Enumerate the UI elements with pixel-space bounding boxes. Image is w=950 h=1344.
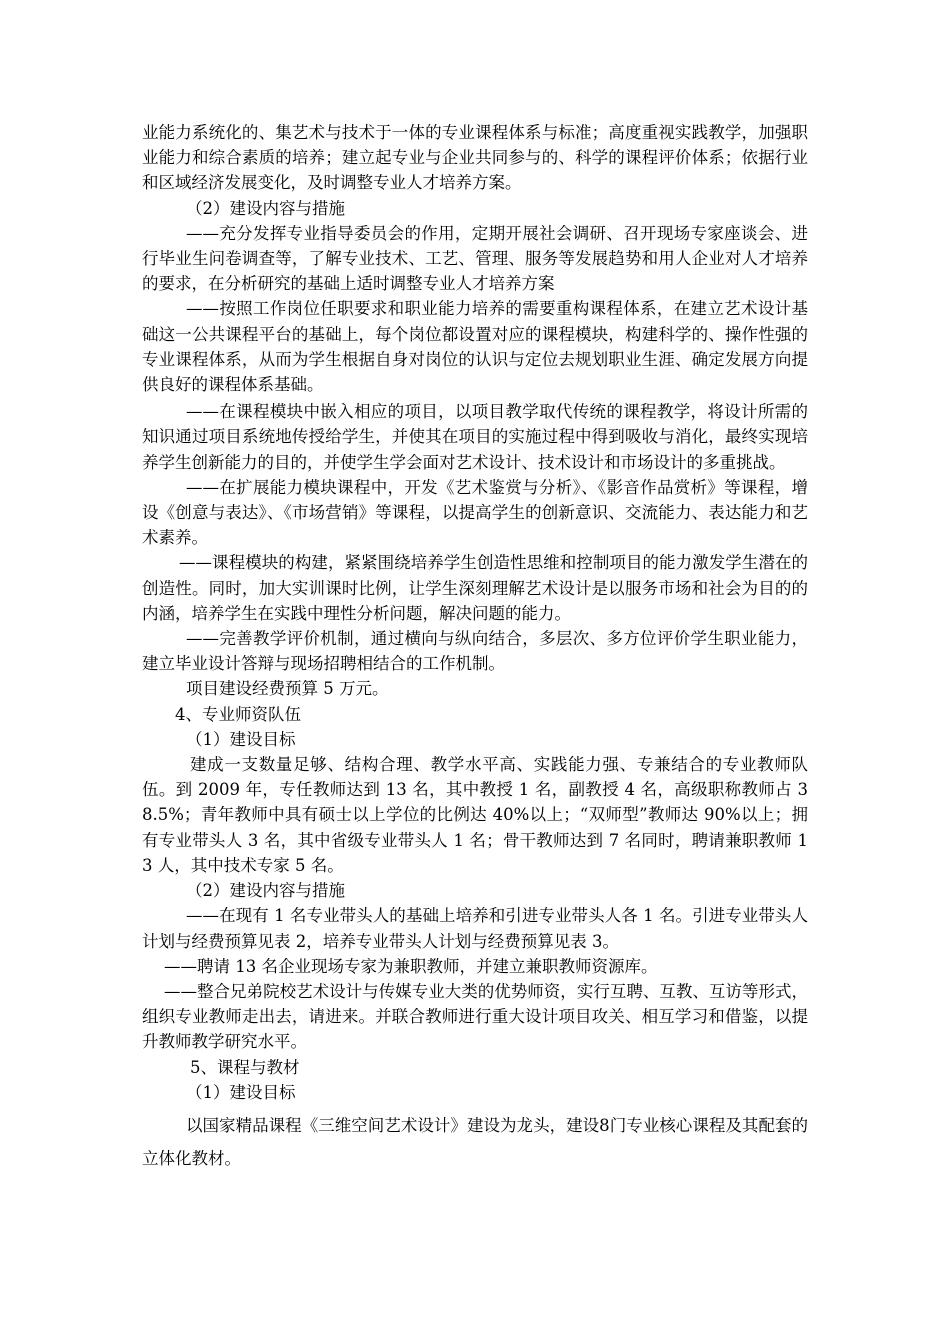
intro-paragraph: 业能力系统化的、集艺术与技术于一体的专业课程体系与标准；高度重视实践教学，加强职业能力和综合素质的培养；建立起专业与企业共同参与的、科学的课程评价体系；依据行业和区域经济发展变化，及时调整专业人才培养方案。 xyxy=(142,123,808,193)
faculty-measure-1: ——在现有 1 名专业带头人的基础上培养和引进专业带头人各 1 名。引进专业带头人计划与经费预算见表 2，培养专业带头人计划与经费预算见表 3。 xyxy=(142,906,808,951)
faculty-goal-paragraph: 建成一支数量足够、结构合理、教学水平高、实践能力强、专兼结合的专业教师队伍。到 2009 年，专任教师达到 13 名，其中教授 1 名，副教授 4 名，高级职称教师占 38.5%；青年教师中具有硕士以上学位的比例达 40%以上；“双师型”教师达 90%以上；拥有专业带头人 3 名，其中省级专业带头人 1 名；骨干教师达到 7 名同时，聘请兼职教师 13 人，其中技术专家 5 名。 xyxy=(142,755,808,875)
section-heading-content-measures: （2）建设内容与措施 xyxy=(186,198,345,218)
measure-paragraph-6: ——完善教学评价机制，通过横向与纵向结合，多层次、多方位评价学生职业能力，建立毕业设计答辩与现场招聘相结合的工作机制。 xyxy=(142,629,808,674)
measure-paragraph-2: ——按照工作岗位任职要求和职业能力培养的需要重构课程体系，在建立艺术设计基础这一公共课程平台的基础上，每个岗位都设置对应的课程模块，构建科学的、操作性强的专业课程体系，从而为学生根据自身对岗位的认识与定位去规划职业生涯、确定发展方向提供良好的课程体系基础。 xyxy=(142,299,808,395)
section-heading-faculty-measures: （2）建设内容与措施 xyxy=(186,881,345,901)
faculty-measure-3: ——整合兄弟院校艺术设计与传媒专业大类的优势师资，实行互聘、互教、互访等形式，组织专业教师走出去，请进来。并联合教师进行重大设计项目攻关、相互学习和借鉴，以提升教师教学研究水平。 xyxy=(142,981,808,1052)
section-heading-faculty-goal: （1）建设目标 xyxy=(186,729,296,749)
measure-paragraph-4: ——在扩展能力模块课程中，开发《艺术鉴赏与分析》、《影音作品赏析》等课程，增设《创意与表达》、《市场营销》等课程，以提高学生的创新意识、交流能力、表达能力和艺术素养。 xyxy=(142,477,808,548)
section-heading-faculty: 4、专业师资队伍 xyxy=(175,704,301,724)
faculty-measure-2: ——聘请 13 名企业现场专家为兼职教师，并建立兼职教师资源库。 xyxy=(164,956,658,976)
section-heading-courses-goal: （1）建设目标 xyxy=(186,1082,296,1102)
section-heading-courses: 5、课程与教材 xyxy=(190,1057,300,1077)
document-page xyxy=(142,120,808,1175)
courses-goal-paragraph: 以国家精品课程《三维空间艺术设计》建设为龙头，建设8门专业核心课程及其配套的立体化教材。 xyxy=(142,1115,808,1168)
measure-paragraph-5: ——课程模块的构建，紧紧围绕培养学生创造性思维和控制项目的能力激发学生潜在的创造性。同时，加大实训课时比例，让学生深刻理解艺术设计是以服务市场和社会为目的的内涵，培养学生在实践中理性分析问题，解决问题的能力。 xyxy=(142,553,808,623)
measure-paragraph-3: ——在课程模块中嵌入相应的项目，以项目教学取代传统的课程教学，将设计所需的知识通过项目系统地传授给学生，并使其在项目的实施过程中得到吸收与消化，最终实现培养学生创新能力的目的，并使学生学会面对艺术设计、技术设计和市场设计的多重挑战。 xyxy=(142,402,808,472)
measure-paragraph-1: ——充分发挥专业指导委员会的作用，定期开展社会调研、召开现场专家座谈会、进行毕业生问卷调查等，了解专业技术、工艺、管理、服务等发展趋势和用人企业对人才培养的要求，在分析研究的基础上适时调整专业人才培养方案 xyxy=(142,223,808,294)
budget-line: 项目建设经费预算 5 万元。 xyxy=(186,679,389,699)
